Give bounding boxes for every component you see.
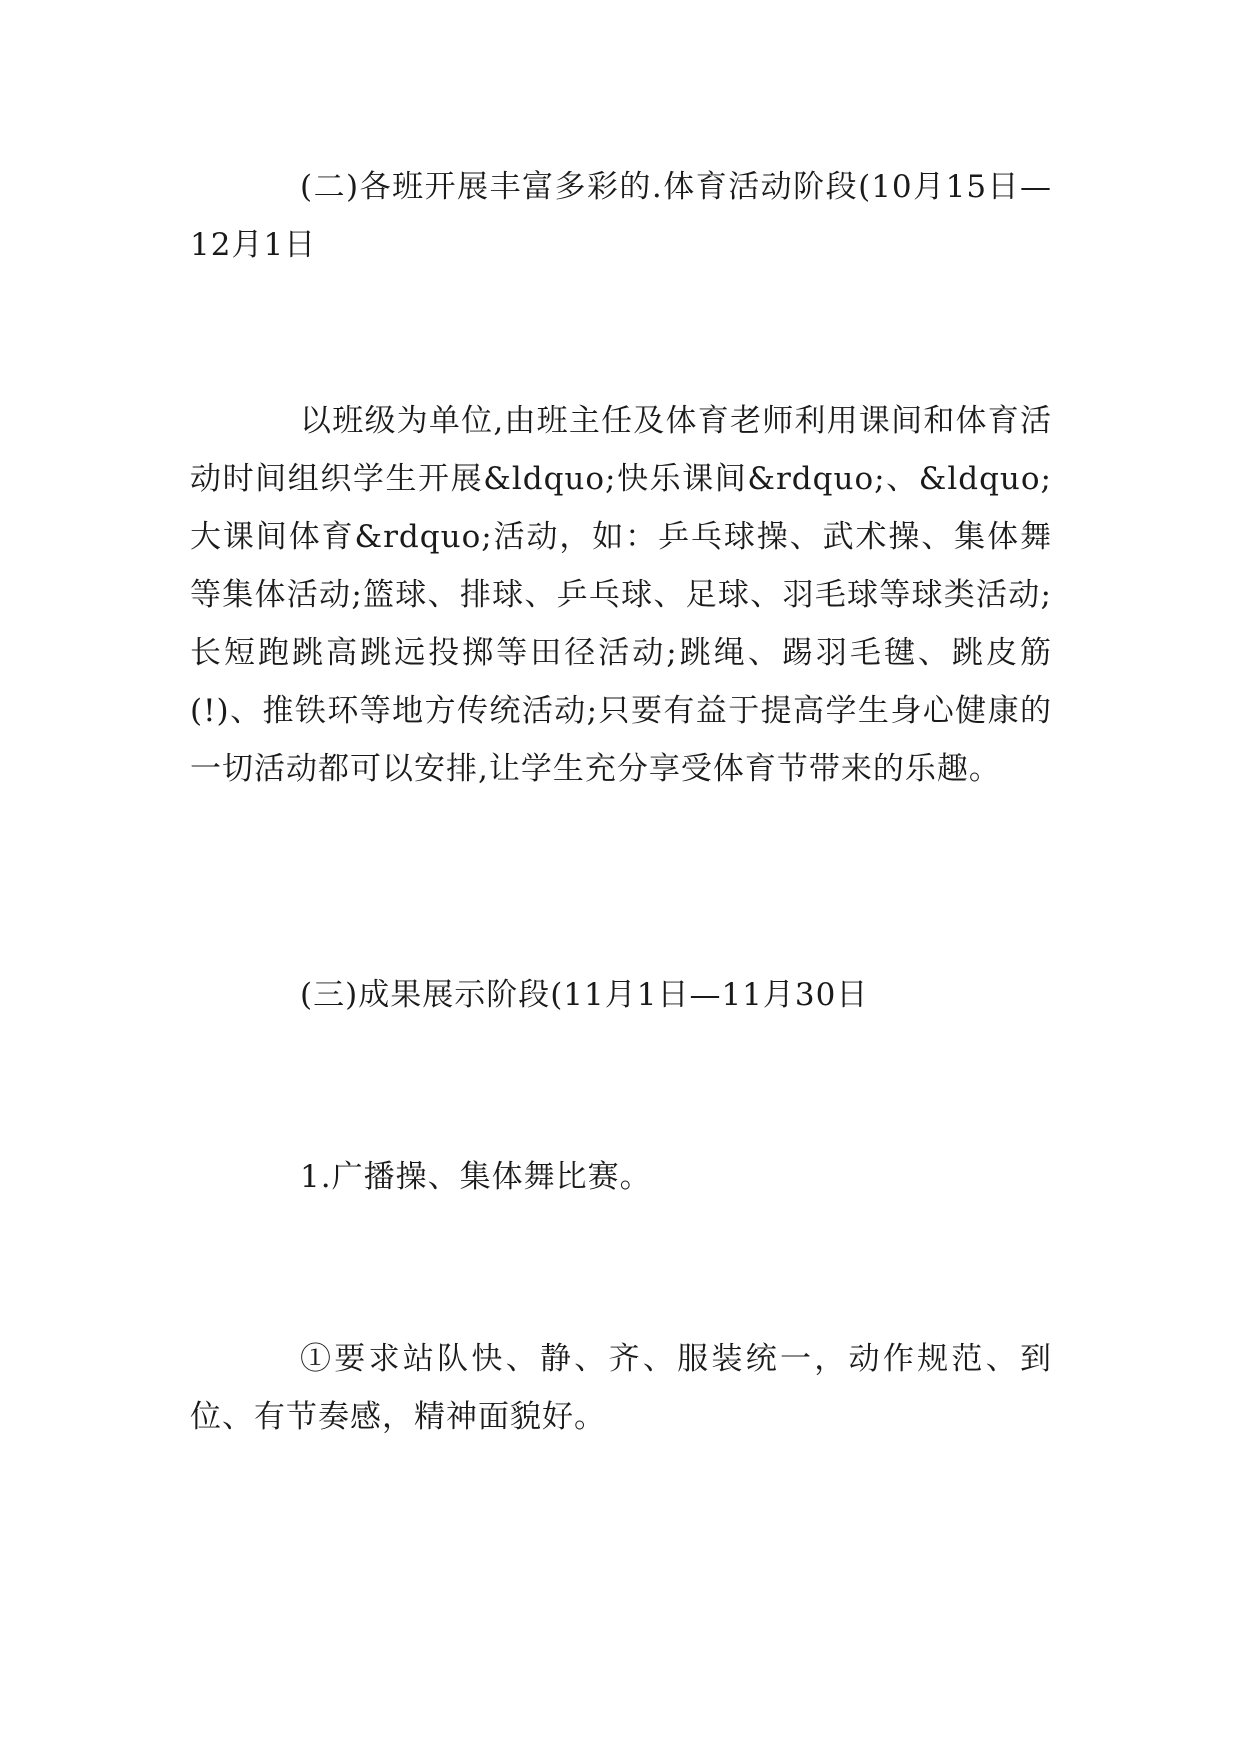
section-heading-activity-stage: (二)各班开展丰富多彩的.体育活动阶段(10月15日—12月1日 <box>190 169 1052 263</box>
list-item-broadcast-exercise: 1.广播操、集体舞比赛。 <box>300 1159 652 1195</box>
activity-description-paragraph: 以班级为单位,由班主任及体育老师利用课间和体育活动时间组织学生开展&ldquo;快乐课间&rdquo;、&ldquo;大课间体育&rdquo;活动，如：乒乓球操、武术操、集体舞等集体活动;篮球、排球、乒乓球、足球、羽毛球等球类活动;长短跑跳高跳远投掷等田径活动;跳绳、踢羽毛毽、跳皮筋(!)、推铁环等地方传统活动;只要有益于提高学生身心健康的一切活动都可以安排,让学生充分享受体育节带来的乐趣。 <box>190 403 1052 787</box>
requirement-paragraph: ①要求站队快、静、齐、服装统一，动作规范、到位、有节奏感，精神面貌好。 <box>190 1341 1052 1435</box>
section-heading-results-stage: (三)成果展示阶段(11月1日—11月30日 <box>300 977 869 1013</box>
